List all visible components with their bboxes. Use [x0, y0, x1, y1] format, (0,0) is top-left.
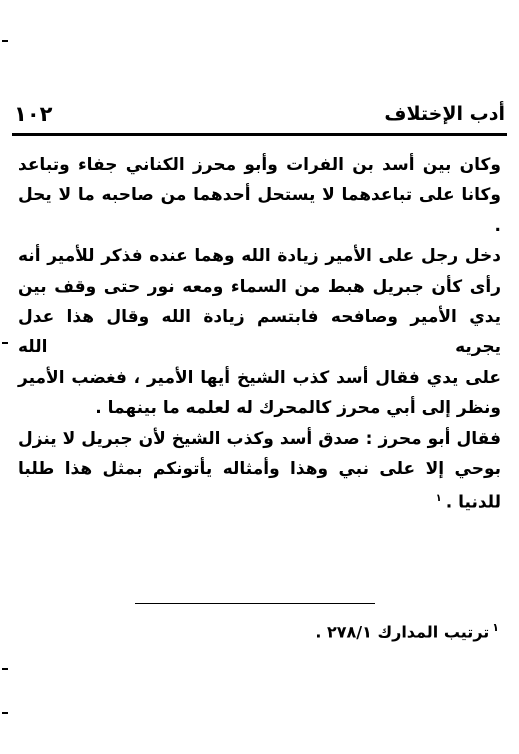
text-line: [18, 454, 501, 518]
margin-mark: [2, 40, 8, 42]
margin-mark: [2, 668, 8, 670]
text-line: وكانا على تباعدهما لا يستحل أحدهما من صاحبه ما لا يحل .: [18, 185, 501, 236]
running-title: أدب الإختلاف: [384, 103, 505, 125]
body-text: [18, 150, 501, 519]
footnote: [315, 621, 499, 641]
footnote-reference: ١: [435, 493, 442, 505]
page-number: ١٠٢: [14, 102, 53, 126]
text-line: رأى كأن جبريل هبط من السماء ومعه نور حتى وقف بين: [18, 276, 501, 297]
margin-mark: [2, 712, 8, 714]
footnote-separator: [135, 603, 375, 604]
page-header: [14, 96, 505, 132]
header-rule: [12, 133, 507, 136]
footnote-text: ترتيب المدارك ٢٧٨/١ .: [315, 622, 490, 642]
text-line: ونظر إلى أبي محرز كالمحرك له لعلمه ما بينهما .: [95, 398, 501, 419]
text-line: على يدي فقال أسد كذب الشيخ أيها الأمير ، فغضب الأمير: [18, 367, 501, 388]
margin-mark: [2, 342, 8, 344]
footnote-number: ١: [492, 621, 499, 634]
text-line: يدي الأمير وصافحه فابتسم زيادة الله وقال هذا عدل يجريه الله: [18, 307, 501, 358]
text-line: فقال أبو محرز : صدق أسد وكذب الشيخ لأن جبريل لا ينزل: [18, 428, 501, 449]
text-line: وكان بين أسد بن الفرات وأبو محرز الكناني جفاء وتباعد: [18, 155, 501, 175]
text-line-content: بوحي إلا على نبي وهذا وأمثاله يأتونكم بمثل هذا طلبا للدنيا .: [18, 459, 501, 514]
text-line: دخل رجل على الأمير زيادة الله وهما عنده فذكر للأمير أنه: [18, 246, 501, 267]
